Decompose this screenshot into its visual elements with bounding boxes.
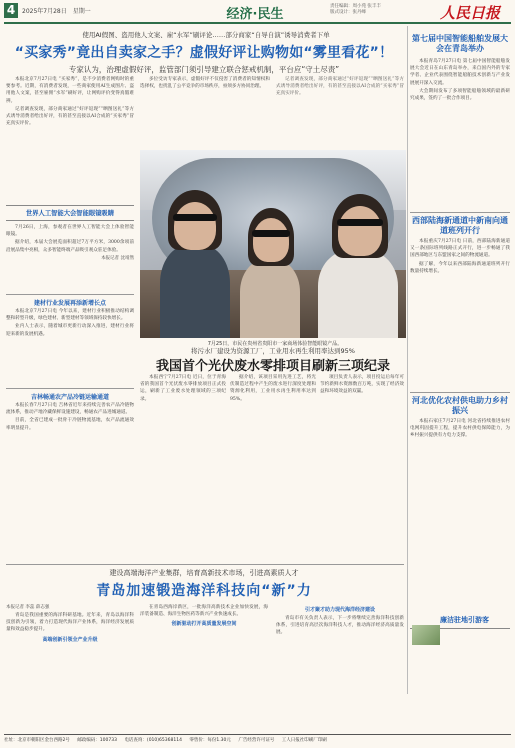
- qingdao-column-2: [140, 604, 268, 730]
- article-paragraph: 本报青岛7月27日电 第七届中国智能船舶发展大会近日在山东青岛举办，来自国内外的专家学者、企业代表围绕智能船舶技术创新与产业发展展开深入交流。: [410, 59, 510, 86]
- right-story-body: [410, 418, 510, 610]
- article-paragraph: 本报石家庄7月27日电 河北省持续推进农村电网巩固提升工程，提升农村供电保障能力，为乡村振兴提供有力电力支撑。: [410, 419, 510, 439]
- article-paragraph: 目前，全省已建成一批骨干冷链物流基地，农产品流通效率明显提升。: [6, 418, 134, 431]
- issue-date: 2025年7月28日 星期一: [22, 8, 91, 15]
- article-paragraph: 大会期间发布了多项智能船舶领域的最新研究成果，签约了一批合作项目。: [410, 88, 510, 102]
- pv-column-3: [320, 374, 404, 560]
- photo-person-body: [160, 245, 230, 338]
- photo-person-face: [174, 202, 216, 250]
- footer-item: 社址：北京市朝阳区金台西路2号: [4, 738, 70, 743]
- footer-item: 零售价：每份1.30元: [189, 738, 231, 743]
- byline: 本报记者 李蕊 薛志强: [6, 605, 50, 610]
- section-subtitle: 引才聚才助力现代海洋经济建设: [304, 607, 375, 613]
- article-paragraph: 本报西宁7月27日电 近日，位于青海省的我国首个光伏废水零排放项目正式投运，刷新了工业废水处理领域的三项纪录。: [140, 375, 226, 402]
- article-paragraph: 7月26日，上海，参观者在世界人工智能大会上体验智能眼镜。: [6, 225, 134, 238]
- pv-kicker: 将污水厂建设为资源工厂，工业用水再生利用率达到95%: [191, 347, 355, 355]
- photo-person-body: [318, 250, 398, 338]
- article-paragraph: 业内人士表示，随着城市更新行动深入推进，建材行业将迎来新的发展机遇。: [6, 324, 134, 337]
- lead-headline: “买家秀”竟出自卖家之手？虚假好评让购物如“雾里看花”！: [14, 45, 394, 61]
- editor-line: 责任编辑：周小苑 张丰丰: [330, 4, 381, 9]
- right-story-body: [410, 58, 510, 208]
- right-story-headline: 第七届中国智能船舶发展大会在青岛举办: [412, 34, 508, 53]
- article-paragraph: 据了解，今年以来西部陆海新通道班列开行数量持续增长。: [410, 261, 510, 274]
- pv-column-1: [140, 374, 226, 560]
- divider: [410, 212, 510, 213]
- editor-line: 版式设计：张丹峰: [330, 10, 366, 15]
- section-subtitle: 高端创新引领全产业升级: [42, 636, 98, 643]
- sunglasses-icon: [173, 214, 217, 221]
- masthead-rule: [4, 22, 511, 24]
- article-paragraph: 本报重庆7月27日电 日前，西部陆海新通道又一条国际班列线路正式开行，进一步畅通了我国西部地区与东盟国家之间的物流通道。: [410, 239, 510, 259]
- right-story-headline: 河北优化农村供电助力乡村振兴: [412, 396, 508, 415]
- news-photo: [140, 150, 406, 338]
- article-paragraph: 记者调查发现，部分商家通过“好评返现”“晒图送礼”等方式诱导消费者给出好评，有的甚至直接以AI合成的“买家秀”冒充真实评价。: [6, 106, 134, 127]
- photo-person-body: [240, 260, 300, 338]
- article-paragraph: 记者调查发现，部分商家通过“好评返现”“晒图送礼”等方式诱导消费者给出好评，有的甚至直接以AI合成的“买家秀”冒充真实评价。: [276, 77, 404, 97]
- story-title: 吉林畅通农产品冷链运输通道: [30, 394, 109, 401]
- page-number: 4: [4, 3, 18, 18]
- byline: 本报记者 沈靖然: [101, 255, 134, 261]
- story-body: [6, 402, 134, 562]
- divider: [410, 392, 510, 393]
- section-title: 经济·民生: [226, 7, 284, 22]
- masthead: [0, 0, 515, 22]
- article-paragraph: 据介绍，该项目采用先进工艺，将光伏制造过程中产生的废水进行深度处理和资源化利用，工业用水再生利用率达到95%。: [230, 375, 316, 402]
- article-paragraph: 多位受访专家表示，虚假好评不仅侵害了消费者的知情权和选择权，也扰乱了公平竞争的市场秩序，亟须多方协同治理。: [140, 77, 270, 90]
- lead-column-3: [276, 76, 404, 146]
- article-paragraph: 本报北京7月27日电 今年以来，建材行业积极推动结构调整和转型升级，绿色建材、新型建材等领域保持较快增长。: [6, 309, 134, 322]
- article-paragraph: 青岛市有关负责人表示，下一步将继续完善海洋科技创新体系，引进培育高层次海洋科技人才，推动海洋经济高质量发展。: [276, 616, 404, 636]
- pv-column-2: [230, 374, 316, 560]
- article-paragraph: 项目负责人表示，项目投运后每年可节约新鲜水资源数百万吨，实现了经济效益和环境效益的双赢。: [320, 375, 404, 395]
- ai-story-body: [6, 224, 134, 292]
- lead-column-2: [140, 76, 270, 146]
- sunglasses-icon: [252, 230, 290, 237]
- divider: [6, 388, 134, 389]
- qingdao-kicker: 建设高端海洋产业集群，培育高新技术市场，引进高素质人才: [109, 569, 299, 577]
- lead-subhead: 专家认为，治理虚假好评，监管部门须引导建立联合惩戒机制，平台应“守土尽责”: [68, 65, 340, 74]
- story-title: 建材行业发展再添新增长点: [33, 300, 106, 307]
- section-subtitle: 创新驱动打开高质量发展空间: [171, 621, 237, 628]
- dateline: 本报北京7月27日电: [15, 77, 57, 82]
- photo-person-face: [338, 206, 382, 256]
- ad-title: 廉洁驻地引游客: [440, 616, 489, 624]
- lead-kicker: 使用AI假图、盗用他人文案、雇“水军”刷评论……部分商家“自导自演”诱导消费者下单: [82, 31, 330, 39]
- ai-story-title: 世界人工智能大会智能眼镜吸睛: [25, 210, 115, 217]
- lead-column-1: [6, 76, 134, 202]
- editor-info: [330, 4, 381, 16]
- pv-headline: 我国首个光伏废水零排项目刷新三项纪录: [155, 359, 390, 374]
- right-story-headline: 西部陆海新通道中新南向通道班列开行: [412, 216, 508, 235]
- footer-item: 工人日报社印刷厂印刷: [281, 738, 327, 743]
- photo-caption: 7月25日，市民在贵州省贵阳市一家商场体验智能眼镜产品。: [207, 341, 343, 347]
- divider: [6, 294, 134, 295]
- article-paragraph: 本报北京7月27日电 “买家秀”，是不少消费者网购时的重要参考。近期，有消费者发现，一些商家使用AI生成图片、盗用他人文案，甚至雇佣“水军”刷好评，让网购评价变得真假难辨。: [6, 77, 134, 104]
- photo-person-face: [253, 218, 289, 262]
- ad-photo: [412, 625, 440, 645]
- footer-item: 广告经营许可证号: [238, 738, 275, 743]
- article-paragraph: 在青岛西海岸新区，一批海洋高新技术企业加快发展，海洋装备制造、海洋生物医药等新兴产业快速成长。: [140, 605, 268, 618]
- right-story-body: [410, 238, 510, 388]
- column-divider: [407, 26, 408, 694]
- qingdao-headline: 青岛加速锻造海洋科技向“新”力: [96, 583, 312, 599]
- sunglasses-icon: [337, 219, 383, 226]
- qingdao-column-3: [276, 604, 404, 730]
- newspaper-logo: 人民日报: [440, 4, 501, 22]
- story-body: [6, 308, 134, 386]
- article-paragraph: 据介绍，本届大会展览面积超过7万平方米，3000余项前沿展品集中亮相，众多智能终端产品吸引观众驻足体验。: [6, 240, 134, 253]
- footer: [4, 734, 511, 743]
- divider: [6, 564, 404, 565]
- footer-item: 邮政编码：100733: [77, 738, 117, 743]
- qingdao-column-1: [6, 604, 134, 730]
- article-paragraph: 本报长春7月27日电 吉林省近年来持续完善农产品冷链物流体系，推动产地冷藏保鲜设施建设，畅通农产品进城通道。: [6, 403, 134, 416]
- footer-item: 电话查询：(010)65368114: [124, 738, 182, 743]
- article-paragraph: 青岛是我国重要的海洋科研基地。近年来，青岛以海洋科技创新为引领，着力打造现代海洋产业体系，海洋经济发展质量和效益稳步提升。: [6, 613, 134, 633]
